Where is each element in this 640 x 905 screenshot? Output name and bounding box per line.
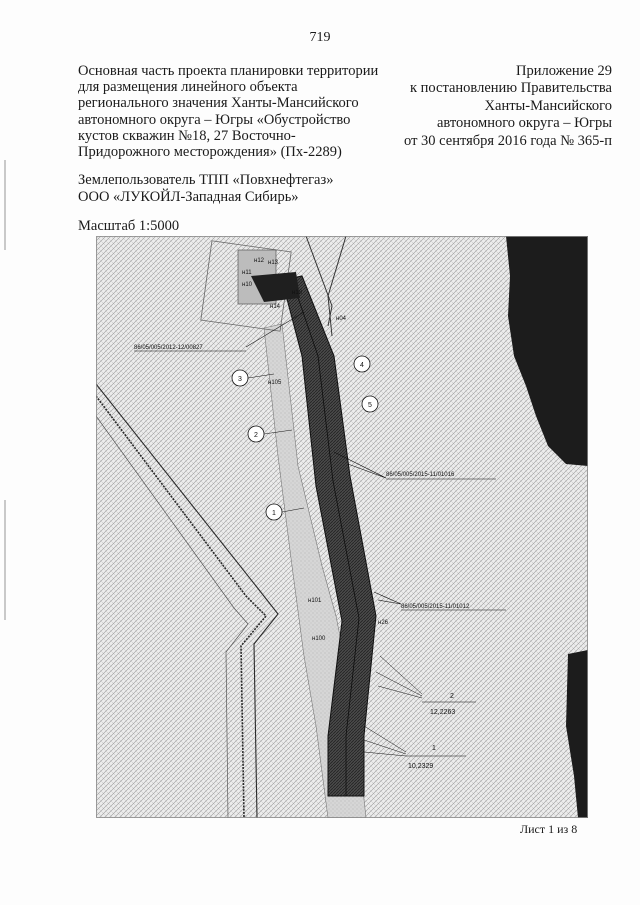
title-line: Основная часть проекта планировки территории: [78, 63, 379, 79]
appendix-line: к постановлению Правительства: [410, 80, 612, 97]
appendix-line: от 30 сентября 2016 года № 365-п: [404, 132, 612, 149]
point-label-n04: н04: [336, 316, 346, 322]
cadastral-label-2012: 86/05/005/2012-12/00827: [134, 345, 203, 351]
svg-text:2: 2: [450, 693, 454, 700]
point-label-n100: н100: [312, 636, 326, 642]
project-title: [78, 63, 378, 160]
map-scale: Масштаб 1:5000: [78, 218, 180, 234]
appendix-reference: [392, 63, 612, 150]
title-line: регионального значения Ханты-Мансийского: [78, 95, 359, 112]
point-label-n12: н12: [254, 258, 264, 264]
land-user-line: ООО «ЛУКОЙЛ-Западная Сибирь»: [78, 188, 299, 205]
title-line: кустов скважин №18, 27 Восточно-: [78, 127, 296, 144]
svg-text:2: 2: [254, 432, 258, 439]
svg-text:5: 5: [368, 402, 372, 409]
cadastral-label-2015-b: 86/05/005/2015-11/01012: [401, 604, 470, 610]
appendix-line: автономного округа – Югры: [436, 115, 612, 132]
title-line: для размещения линейного объекта: [78, 79, 298, 96]
title-line: Придорожного месторождения» (Пх-2289): [78, 144, 342, 161]
svg-text:12,2263: 12,2263: [430, 709, 456, 716]
point-label-n13: н13: [268, 260, 278, 266]
svg-text:1: 1: [432, 745, 436, 752]
cadastral-label-2015-a: 86/05/005/2015-11/01016: [386, 472, 455, 478]
sheet-number: Лист 1 из 8: [520, 822, 578, 836]
appendix-line: Приложение 29: [516, 63, 612, 79]
scan-edge-mark: [4, 160, 6, 250]
circle-marker-5: [362, 396, 378, 412]
point-label-n10: н10: [242, 282, 252, 288]
svg-text:4: 4: [360, 362, 364, 369]
land-user: [78, 172, 408, 205]
page-number: 719: [309, 30, 331, 45]
point-label-n101: н101: [308, 598, 322, 604]
svg-text:10,2329: 10,2329: [408, 763, 434, 770]
site-plan-map: [96, 236, 588, 818]
land-user-line: Землепользователь ТПП «Повхнефтегаз»: [78, 172, 334, 188]
point-label-n14: н14: [270, 304, 280, 310]
circle-marker-4: [354, 356, 370, 372]
point-label-n105: н105: [268, 380, 282, 386]
point-label-n18: н18: [292, 290, 302, 296]
point-label-n11: н11: [242, 270, 252, 276]
point-label-n26: н26: [378, 620, 388, 626]
svg-text:3: 3: [238, 376, 242, 383]
scan-edge-mark: [4, 500, 6, 620]
svg-text:1: 1: [272, 510, 276, 517]
title-line: автономного округа – Югры «Обустройство: [78, 111, 351, 128]
appendix-line: Ханты-Мансийского: [484, 97, 612, 114]
